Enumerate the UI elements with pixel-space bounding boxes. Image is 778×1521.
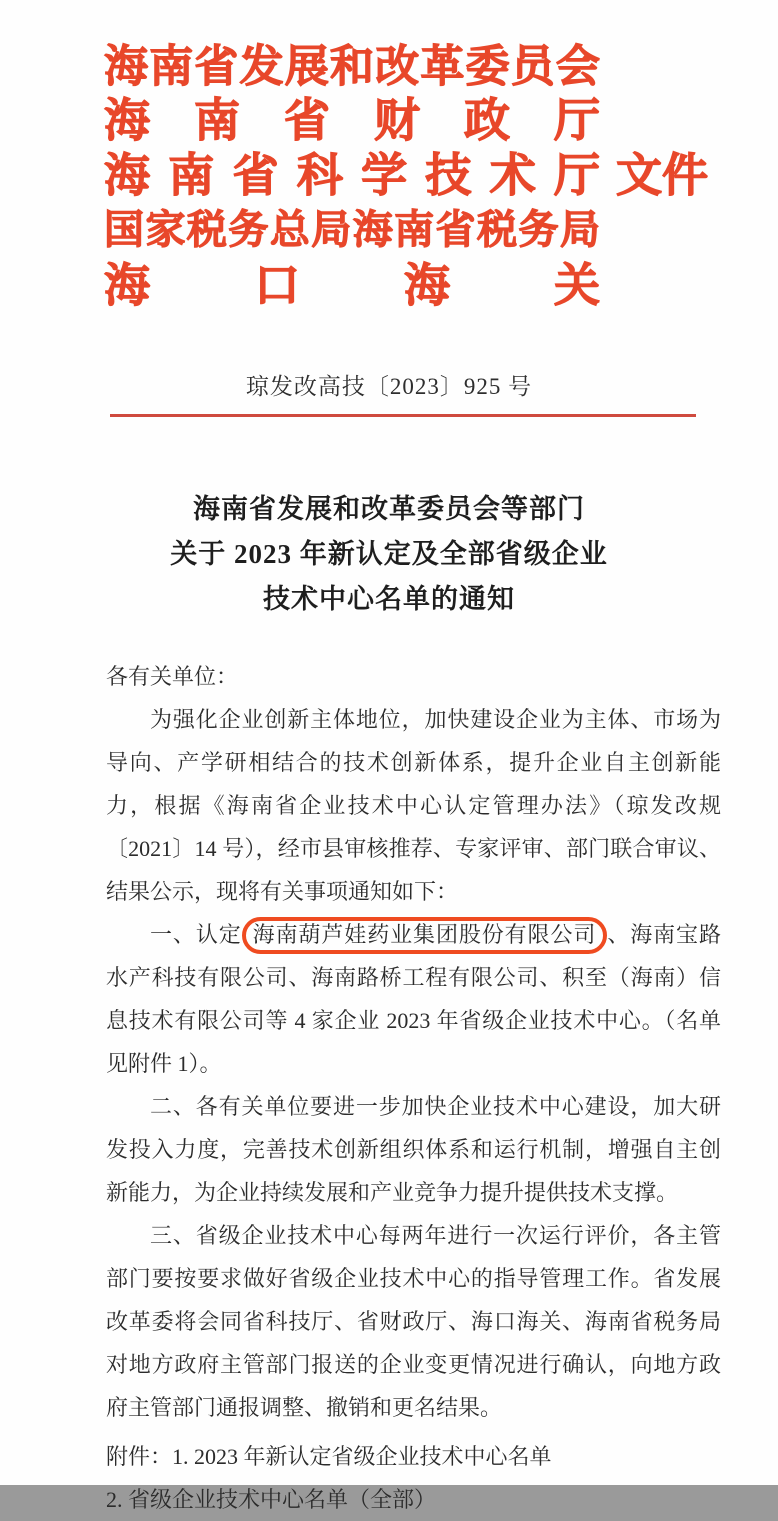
paragraph-item-3: 三、省级企业技术中心每两年进行一次运行评价，各主管部门要按要求做好省级企业技术中心的指导管理工作。省发展改革委将会同省科技厅、省财政厅、海口海关、海南省税务局对地方政府主管部门报送的企业变更情况进行确认，向地方政府主管部门通报调整、撤销和更名结果。 — [106, 1223, 721, 1420]
document-title — [0, 487, 778, 622]
agency-char: 会 — [555, 41, 600, 91]
agency-char: 海 — [104, 149, 150, 201]
agency-char: 家 — [145, 207, 186, 252]
paragraph-intro: 为强化企业创新主体地位，加快建设企业为主体、市场为导向、产学研相结合的技术创新体系，提升企业自主创新能力，根据《海南省企业技术中心认定管理办法》（琼发改规〔2021〕14 号），经市县审核推荐、专家评审、部门联合审议、结果公示，现将有关事项通知如下： — [106, 707, 721, 904]
item1-prefix: 一、认定 — [150, 922, 242, 947]
agency-char: 厅 — [554, 94, 600, 146]
agency-char: 局 — [559, 207, 600, 252]
agency-char: 委 — [465, 41, 510, 91]
letterhead-agencies — [104, 34, 708, 309]
agency-char: 口 — [254, 259, 300, 311]
agency-char: 政 — [464, 94, 510, 146]
agency-char: 发 — [239, 41, 284, 91]
agency-char: 技 — [425, 149, 472, 201]
salutation: 各有关单位： — [106, 664, 239, 689]
agency-char: 税 — [477, 207, 518, 252]
letterhead-wenjian-label: 文件 — [616, 149, 708, 201]
agency-char: 税 — [186, 207, 227, 252]
agency-char: 员 — [510, 41, 555, 91]
agency-char: 南 — [194, 94, 240, 146]
agency-char: 财 — [374, 94, 420, 146]
agency-char: 南 — [394, 207, 435, 252]
agency-char: 革 — [420, 41, 465, 91]
red-divider-line — [110, 414, 696, 417]
document-number: 琼发改高技〔2023〕925 号 — [245, 374, 533, 399]
agency-char: 海 — [404, 259, 450, 311]
agency-char: 海 — [104, 259, 150, 311]
agency-char: 总 — [269, 207, 310, 252]
agency-char: 海 — [104, 41, 148, 91]
agency-char: 展 — [284, 41, 329, 91]
agency-line — [104, 89, 708, 144]
paragraph-item-1 — [106, 913, 721, 1085]
attachments-label: 附件： — [106, 1444, 173, 1469]
agency-char: 务 — [518, 207, 559, 252]
highlighted-company-annotation: 海南葫芦娃药业集团股份有限公司 — [242, 917, 608, 954]
attachment-line-1 — [106, 1435, 721, 1478]
agency-char: 南 — [168, 149, 215, 201]
attachment-item-1: 1. 2023 年新认定省级企业技术中心名单 — [172, 1444, 552, 1469]
agency-char: 海 — [104, 94, 150, 146]
agency-line — [104, 199, 708, 254]
agency-char: 改 — [375, 41, 420, 91]
agency-line — [104, 254, 708, 309]
agency-char: 和 — [329, 41, 374, 91]
agency-char: 省 — [194, 41, 239, 91]
agency-char: 学 — [361, 149, 408, 201]
agency-char: 术 — [489, 149, 536, 201]
title-line: 海南省发展和改革委员会等部门 — [193, 494, 585, 524]
agency-char: 省 — [284, 94, 330, 146]
agency-char: 局 — [311, 207, 352, 252]
agency-char: 科 — [296, 149, 343, 201]
paragraph-item-2: 二、各有关单位要进一步加快企业技术中心建设，加大研发投入力度，完善技术创新组织体系和运行机制，增强自主创新能力，为企业持续发展和产业竞争力提升提供技术支撑。 — [106, 1094, 721, 1205]
item1-suffix: 、海南宝路水产科技有限公司、海南路桥工程有限公司、积至（海南）信息技术有限公司等 4 家企业 2023 年省级企业技术中心。（名单见附件 1）。 — [106, 922, 721, 1076]
title-line: 技术中心名单的通知 — [263, 584, 515, 614]
agency-char: 省 — [232, 149, 279, 201]
title-line: 关于 2023 年新认定及全部省级企业 — [170, 539, 608, 569]
attachment-item-2: 2. 省级企业技术中心名单（全部） — [106, 1487, 437, 1512]
agency-char: 厅 — [553, 149, 600, 201]
agency-char: 国 — [104, 207, 144, 252]
agency-char: 省 — [435, 207, 476, 252]
agency-line — [104, 144, 708, 199]
document-body — [106, 655, 721, 1521]
agency-char: 务 — [228, 207, 269, 252]
agency-char: 关 — [554, 259, 600, 311]
agency-line — [104, 34, 708, 89]
attachments-block — [106, 1435, 721, 1521]
agency-char: 海 — [352, 207, 393, 252]
agency-char: 南 — [149, 41, 194, 91]
